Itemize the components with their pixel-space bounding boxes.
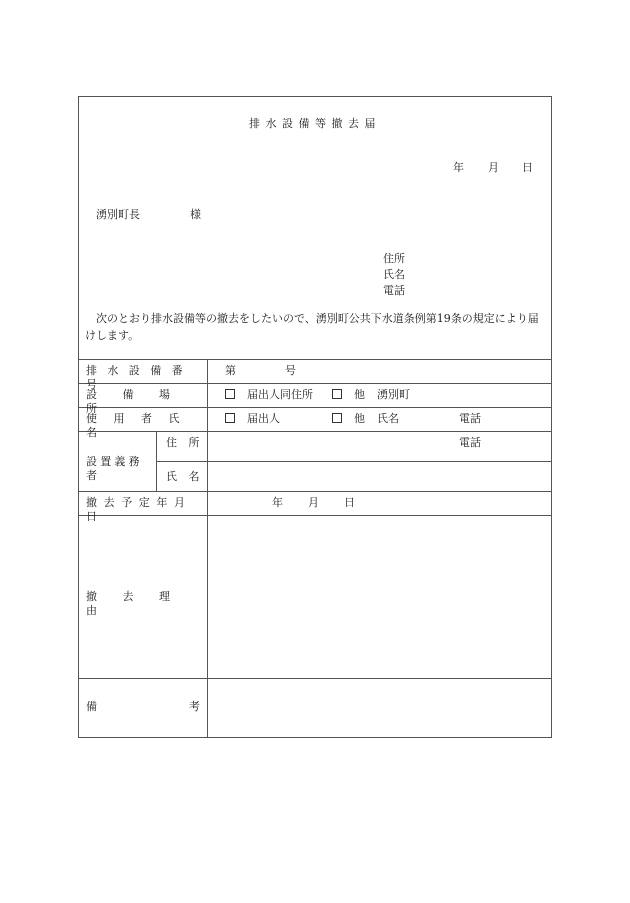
removal-month: 月 (308, 496, 319, 509)
installer-sub-divider (156, 431, 157, 491)
location-town: 湧別町 (377, 388, 410, 401)
user-applicant-checkbox[interactable] (225, 413, 235, 423)
installer-address-label: 住所 (166, 436, 211, 449)
row-installer-label: 設置義務者 (86, 455, 143, 482)
number-prefix: 第 (225, 364, 236, 377)
remarks-field[interactable] (208, 679, 550, 737)
applicant-phone-label: 電話 (383, 284, 405, 297)
body-text: 次のとおり排水設備等の撤去をしたいので、湧別町公共下水道条例第19条の規定により届けします。 (85, 312, 539, 342)
form-title (249, 117, 381, 131)
user-opt1[interactable]: 届出人 (225, 412, 280, 426)
reason-field[interactable] (208, 516, 550, 678)
installer-phone-label: 電話 (459, 436, 481, 449)
removal-year: 年 (272, 496, 283, 509)
row-remarks-label: 備考 (86, 700, 292, 713)
title-text: 排水設備等撤去届 (249, 117, 381, 130)
user-opt2[interactable]: 他 (332, 412, 365, 426)
table-top-line (79, 359, 551, 360)
form-frame (78, 96, 552, 738)
location-opt2[interactable]: 他 (332, 388, 365, 402)
row-user-label: 使用者氏名 (86, 412, 196, 439)
row-number-label: 排水設備番号 (86, 364, 193, 391)
row-reason-label: 撤去理由 (86, 590, 196, 617)
user-other-checkbox[interactable] (332, 413, 342, 423)
applicant-address-label: 住所 (383, 252, 405, 265)
user-name-label: 氏名 (377, 412, 399, 425)
installer-name-label: 氏名 (166, 470, 211, 483)
row-line-installer-mid (156, 461, 551, 462)
number-suffix: 号 (285, 364, 296, 377)
row-location-label: 設備場所 (86, 388, 196, 415)
row-date-label: 撤去予定年月日 (86, 496, 192, 523)
date-year: 年 (453, 161, 464, 174)
location-opt1[interactable]: 届出人同住所 (225, 388, 313, 402)
user-phone-label: 電話 (459, 412, 481, 425)
location-other-checkbox[interactable] (332, 389, 342, 399)
applicant-name-label: 氏名 (383, 268, 405, 281)
addressee-name: 湧別町長 (96, 208, 140, 221)
date-month: 月 (488, 161, 499, 174)
row-line-4 (79, 491, 551, 492)
addressee-honorific: 様 (190, 208, 201, 221)
location-same-address-checkbox[interactable] (225, 389, 235, 399)
date-day: 日 (522, 161, 533, 174)
removal-day: 日 (344, 496, 355, 509)
